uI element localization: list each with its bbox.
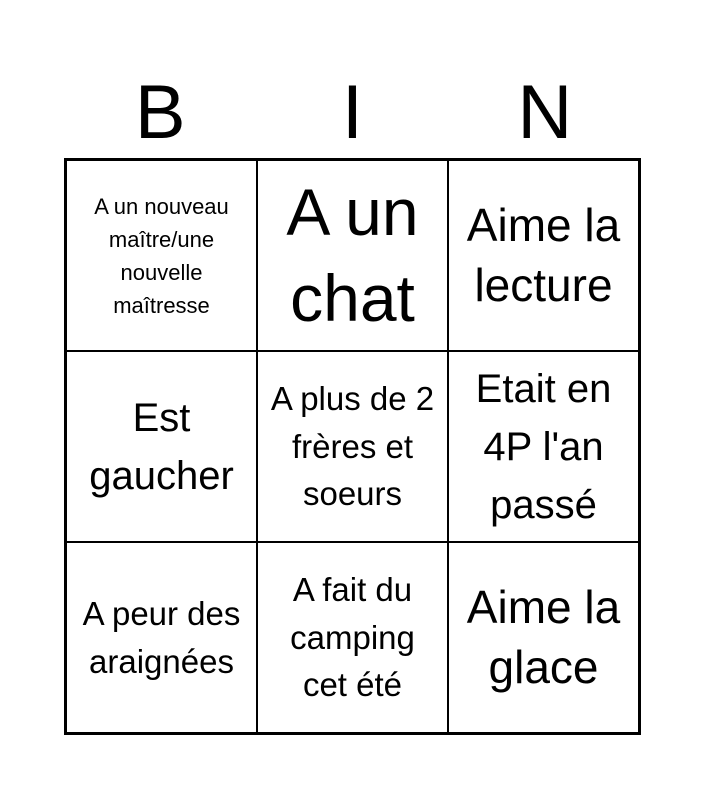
bingo-cell[interactable] [448, 351, 639, 542]
bingo-cell[interactable] [448, 160, 639, 351]
bingo-cell[interactable] [66, 351, 257, 542]
bingo-cell-text: A plus de 2 frères et soeurs [270, 379, 435, 513]
bingo-header [64, 70, 641, 155]
header-letter-n: N [517, 70, 573, 155]
bingo-cell[interactable] [257, 351, 448, 542]
bingo-cell[interactable] [257, 160, 448, 351]
bingo-cell-text: Aime la lecture [466, 198, 621, 311]
bingo-cell[interactable] [66, 542, 257, 733]
bingo-grid [64, 158, 641, 735]
bingo-cell-text: A fait du camping cet été [290, 570, 415, 704]
bingo-cell[interactable] [257, 542, 448, 733]
bingo-cell-text: A un nouveau maître/une nouvelle maîtresse [94, 193, 229, 318]
bingo-cell[interactable] [66, 160, 257, 351]
bingo-cell-text: Est gaucher [89, 395, 234, 498]
header-letter-i: I [341, 70, 364, 155]
bingo-cell-text: Etait en 4P l'an passé [475, 366, 612, 527]
bingo-cell[interactable] [448, 542, 639, 733]
bingo-cell-text: A un chat [286, 174, 419, 335]
header-letter-b: B [134, 70, 186, 155]
bingo-cell-text: Aime la glace [466, 580, 621, 693]
bingo-cell-text: A peur des araignées [82, 594, 241, 680]
